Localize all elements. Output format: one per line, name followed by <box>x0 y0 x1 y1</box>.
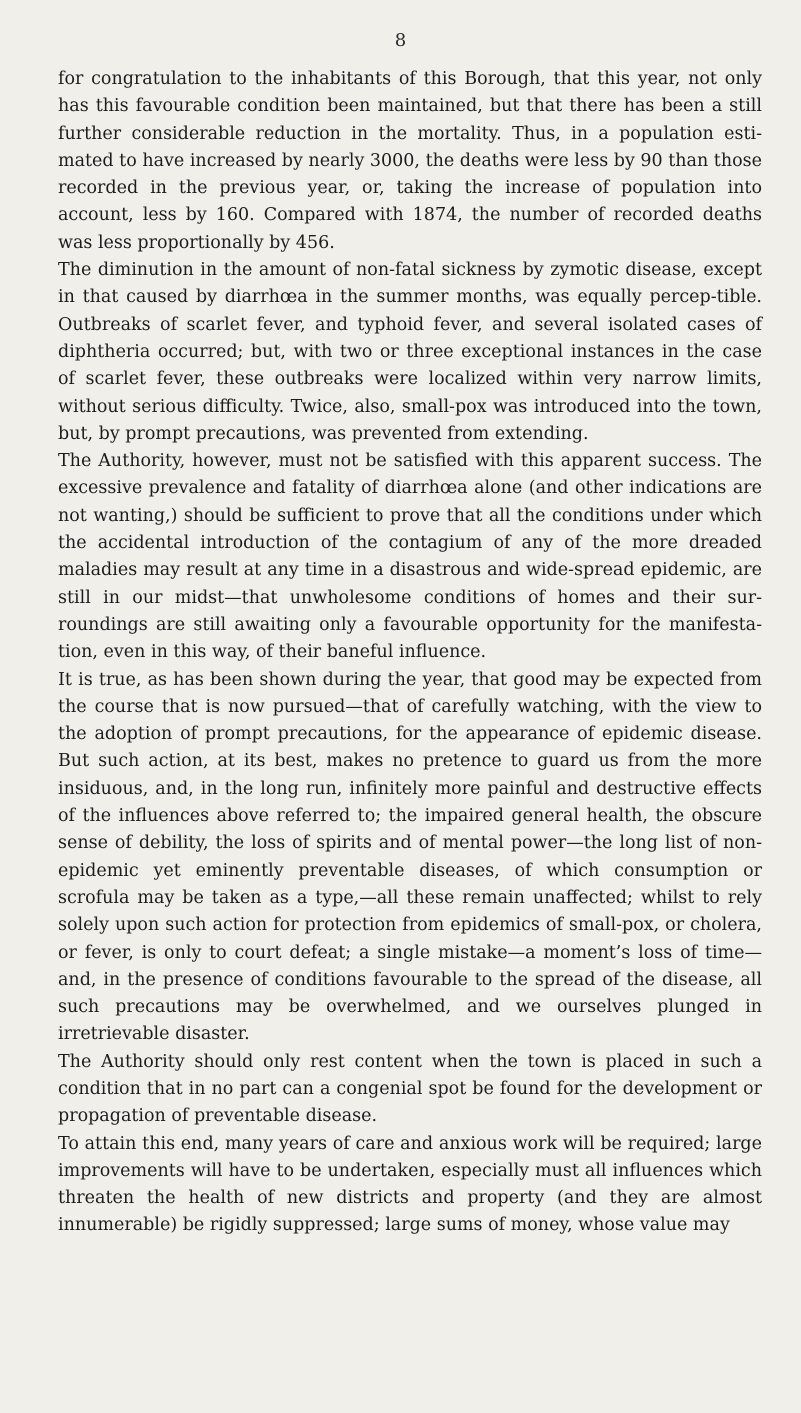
paragraph-2: The diminution in the amount of non-fatal sickness by zymotic disease, except in that caused by diarrhœa in the summer months, was equally percep-tible. Outbreaks of scarlet fever, and typhoid fever, and several isolated cases of diphtheria occurred; but, with two or three exceptional instances in the case of scarlet fever, these outbreaks were localized within very narrow limits, without serious difficulty. Twice, also, small-pox was introduced into the town, but, by prompt precautions, was prevented from extending. <box>58 260 762 444</box>
page-number: 8 <box>394 30 407 51</box>
paragraph-1: for congratulation to the inhabitants of this Borough, that this year, not only has this favourable condition been maintained, but that there has been a still further considerable reduction in the mortality. Thus, in a population esti-mated to have increased by nearly 3000, the deaths were less by 90 than those recorded in the previous year, or, taking the increase of population into account, less by 160. Compared with 1874, the number of recorded deaths was less proportionally by 456. <box>58 69 762 253</box>
body-text <box>58 66 762 1240</box>
paragraph-6: To attain this end, many years of care and anxious work will be required; large improvements will have to be undertaken, especially must all influences which threaten the health of new districts and property (and they are almost innumerable) be rigidly suppressed; large sums of money, whose value may <box>58 1133 762 1236</box>
paragraph-5: The Authority should only rest content when the town is placed in such a condition that in no part can a congenial spot be found for the development or propagation of preventable disease. <box>58 1051 762 1127</box>
paragraph-4: It is true, as has been shown during the year, that good may be expected from the course that is now pursued—that of carefully watching, with the view to the adoption of prompt precautions, for the appearance of epidemic disease. But such action, at its best, makes no pretence to guard us from the more insiduous, and, in the long run, infinitely more painful and destructive effects of the influences above referred to; the impaired general health, the obscure sense of debility, the loss of spirits and of mental power—the long list of non-epidemic yet eminently preventable diseases, of which consumption or scrofula may be taken as a type,—all these remain unaffected; whilst to rely solely upon such action for protection from epidemics of small-pox, or cholera, or fever, is only to court defeat; a single mistake—a moment’s loss of time—and, in the presence of conditions favourable to the spread of the disease, all such precautions may be overwhelmed, and we ourselves plunged in irretrievable disaster. <box>58 669 762 1045</box>
paragraph-3: The Authority, however, must not be satisfied with this apparent success. The excessive prevalence and fatality of diarrhœa alone (and other indications are not wanting,) should be sufficient to prove that all the conditions under which the accidental introduction of the contagium of any of the more dreaded maladies may result at any time in a disastrous and wide-spread epidemic, are still in our midst—that unwholesome conditions of homes and their sur-roundings are still awaiting only a favourable opportunity for the manifesta-tion, even in this way, of their baneful influence. <box>58 451 762 663</box>
